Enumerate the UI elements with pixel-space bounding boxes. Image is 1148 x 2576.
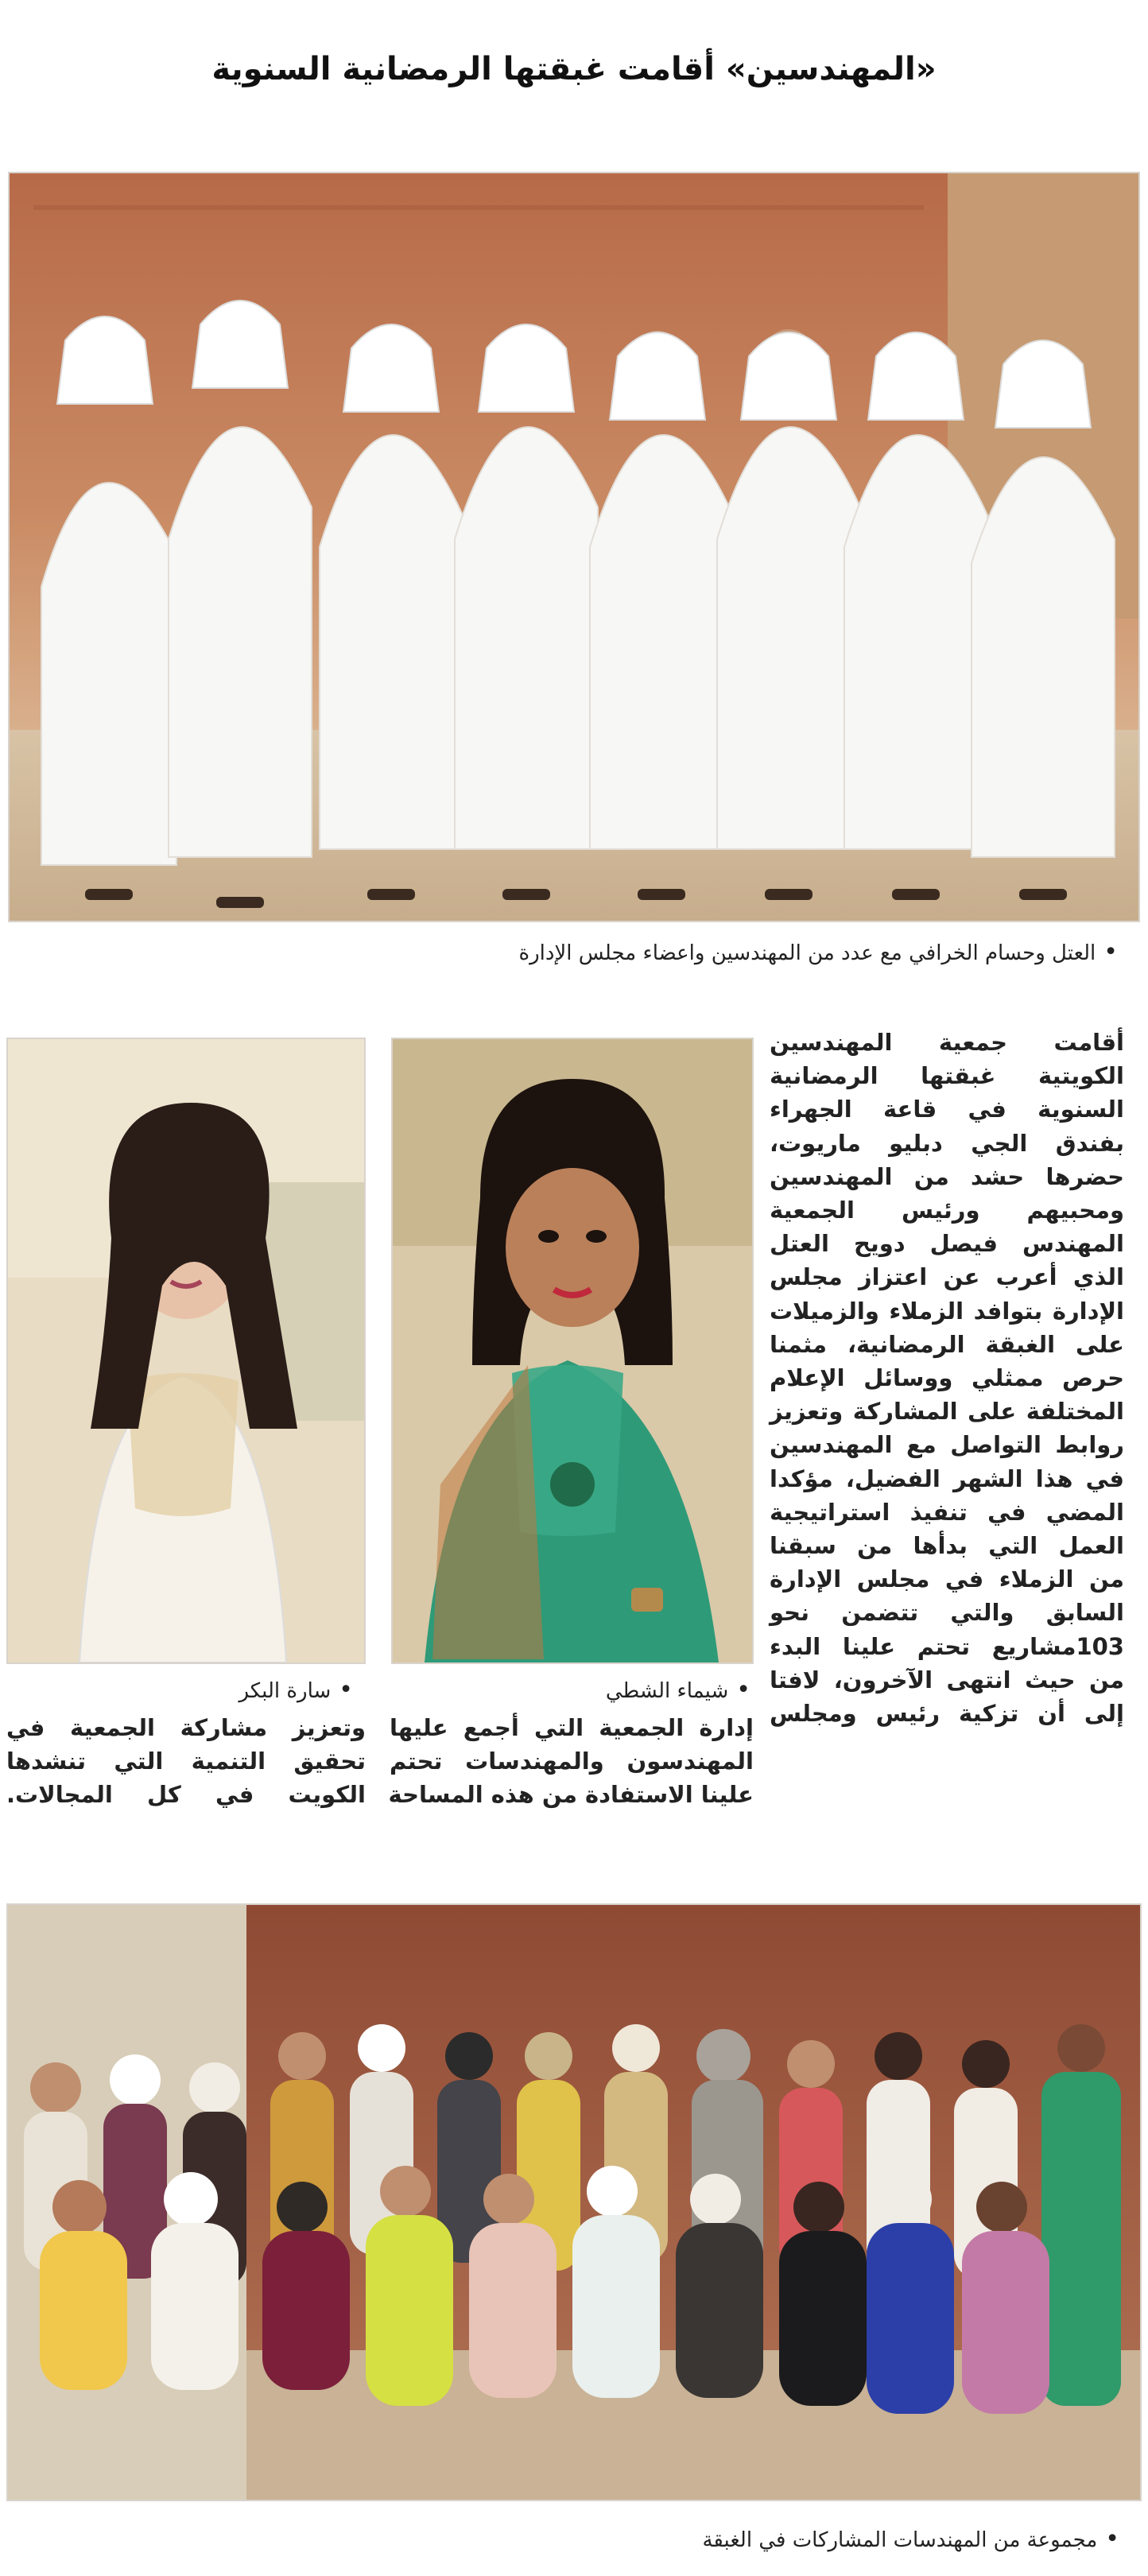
- article-line: على الغبقة الرمضانية، مثمنا: [770, 1330, 1124, 1358]
- article-right-column: [770, 1026, 1124, 1730]
- left-portrait-caption: [239, 1676, 353, 1704]
- top-photo-caption: [518, 938, 1118, 966]
- woman-white-dress-illustration: [8, 1039, 364, 1662]
- center-portrait-photo: [391, 1038, 754, 1664]
- article-left-column: [6, 1711, 366, 1812]
- caption-text: مجموعة من المهندسات المشاركات في الغبقة: [702, 2528, 1098, 2552]
- top-group-photo: [8, 172, 1140, 922]
- left-portrait-photo: [6, 1038, 366, 1664]
- article-line: من الزملاء في مجلس الإدارة: [770, 1565, 1124, 1593]
- article-line: السابق والتي تتضمن نحو: [770, 1599, 1124, 1627]
- article-center-column: [390, 1711, 754, 1812]
- caption-bullet: •: [339, 1676, 353, 1704]
- women-group-illustration: [8, 1905, 1140, 2500]
- article-line: علينا الاستفادة من هذه المساحة: [388, 1781, 754, 1809]
- article-line: المضي في تنفيذ استراتيجية: [770, 1498, 1124, 1526]
- article-line: أقامت جمعية المهندسين: [770, 1029, 1124, 1056]
- bottom-group-photo: [6, 1903, 1142, 2501]
- article-line: حضرها حشد من المهندسين: [770, 1162, 1124, 1190]
- bottom-photo-caption: [702, 2525, 1119, 2553]
- woman-green-dress-illustration: [393, 1039, 752, 1662]
- article-line: الكويت في كل المجالات.: [6, 1781, 366, 1809]
- article-line: بفندق الجي دبليو ماريوت،: [770, 1129, 1124, 1157]
- headline: «المهندسين» أقامت غبقتها الرمضانية السنوية: [211, 51, 937, 87]
- article-line: إدارة الجمعية التي أجمع عليها: [390, 1714, 754, 1741]
- article-line: المختلفة على المشاركة وتعزيز: [770, 1398, 1124, 1426]
- article-line: المهندس فيصل دويح العتل: [770, 1230, 1124, 1258]
- article-line: من حيث انتهى الآخرون، لافتا: [770, 1666, 1124, 1693]
- article-line: الذي أعرب عن اعتزاز مجلس: [770, 1263, 1124, 1291]
- article-line: حرص ممثلي ووسائل الإعلام: [770, 1364, 1124, 1392]
- article-line: في هذا الشهر الفضيل، مؤكدا: [770, 1465, 1124, 1492]
- article-line: الكويتية غبقتها الرمضانية: [770, 1062, 1124, 1090]
- article-line: الإدارة بتوافد الزملاء والزميلات: [770, 1297, 1124, 1325]
- caption-text: شيماء الشطي: [605, 1679, 729, 1703]
- article-line: إلى أن تزكية رئيس ومجلس: [770, 1700, 1124, 1728]
- men-group-illustration: [10, 173, 1138, 921]
- caption-bullet: •: [736, 1676, 750, 1704]
- article-line: العمل التي بدأها من سبقنا: [770, 1532, 1124, 1560]
- article-line: المهندسون والمهندسات تحتم: [390, 1748, 754, 1775]
- caption-bullet: •: [1103, 938, 1118, 966]
- article-line: ومحبيهم ورئيس الجمعية: [770, 1197, 1124, 1224]
- article-line: روابط التواصل مع المهندسين: [770, 1431, 1124, 1459]
- article-line: 103مشاريع تحتم علينا البدء: [770, 1632, 1124, 1660]
- caption-bullet: •: [1105, 2525, 1119, 2553]
- caption-text: العتل وحسام الخرافي مع عدد من المهندسين واعضاء مجلس الإدارة: [518, 941, 1096, 965]
- center-portrait-caption: [606, 1676, 750, 1704]
- article-line: وتعزيز مشاركة الجمعية في: [6, 1714, 366, 1741]
- caption-text: سارة البكر: [239, 1679, 332, 1703]
- article-line: السنوية في قاعة الجهراء: [770, 1096, 1124, 1123]
- article-line: تحقيق التنمية التي تنشدها: [6, 1748, 366, 1775]
